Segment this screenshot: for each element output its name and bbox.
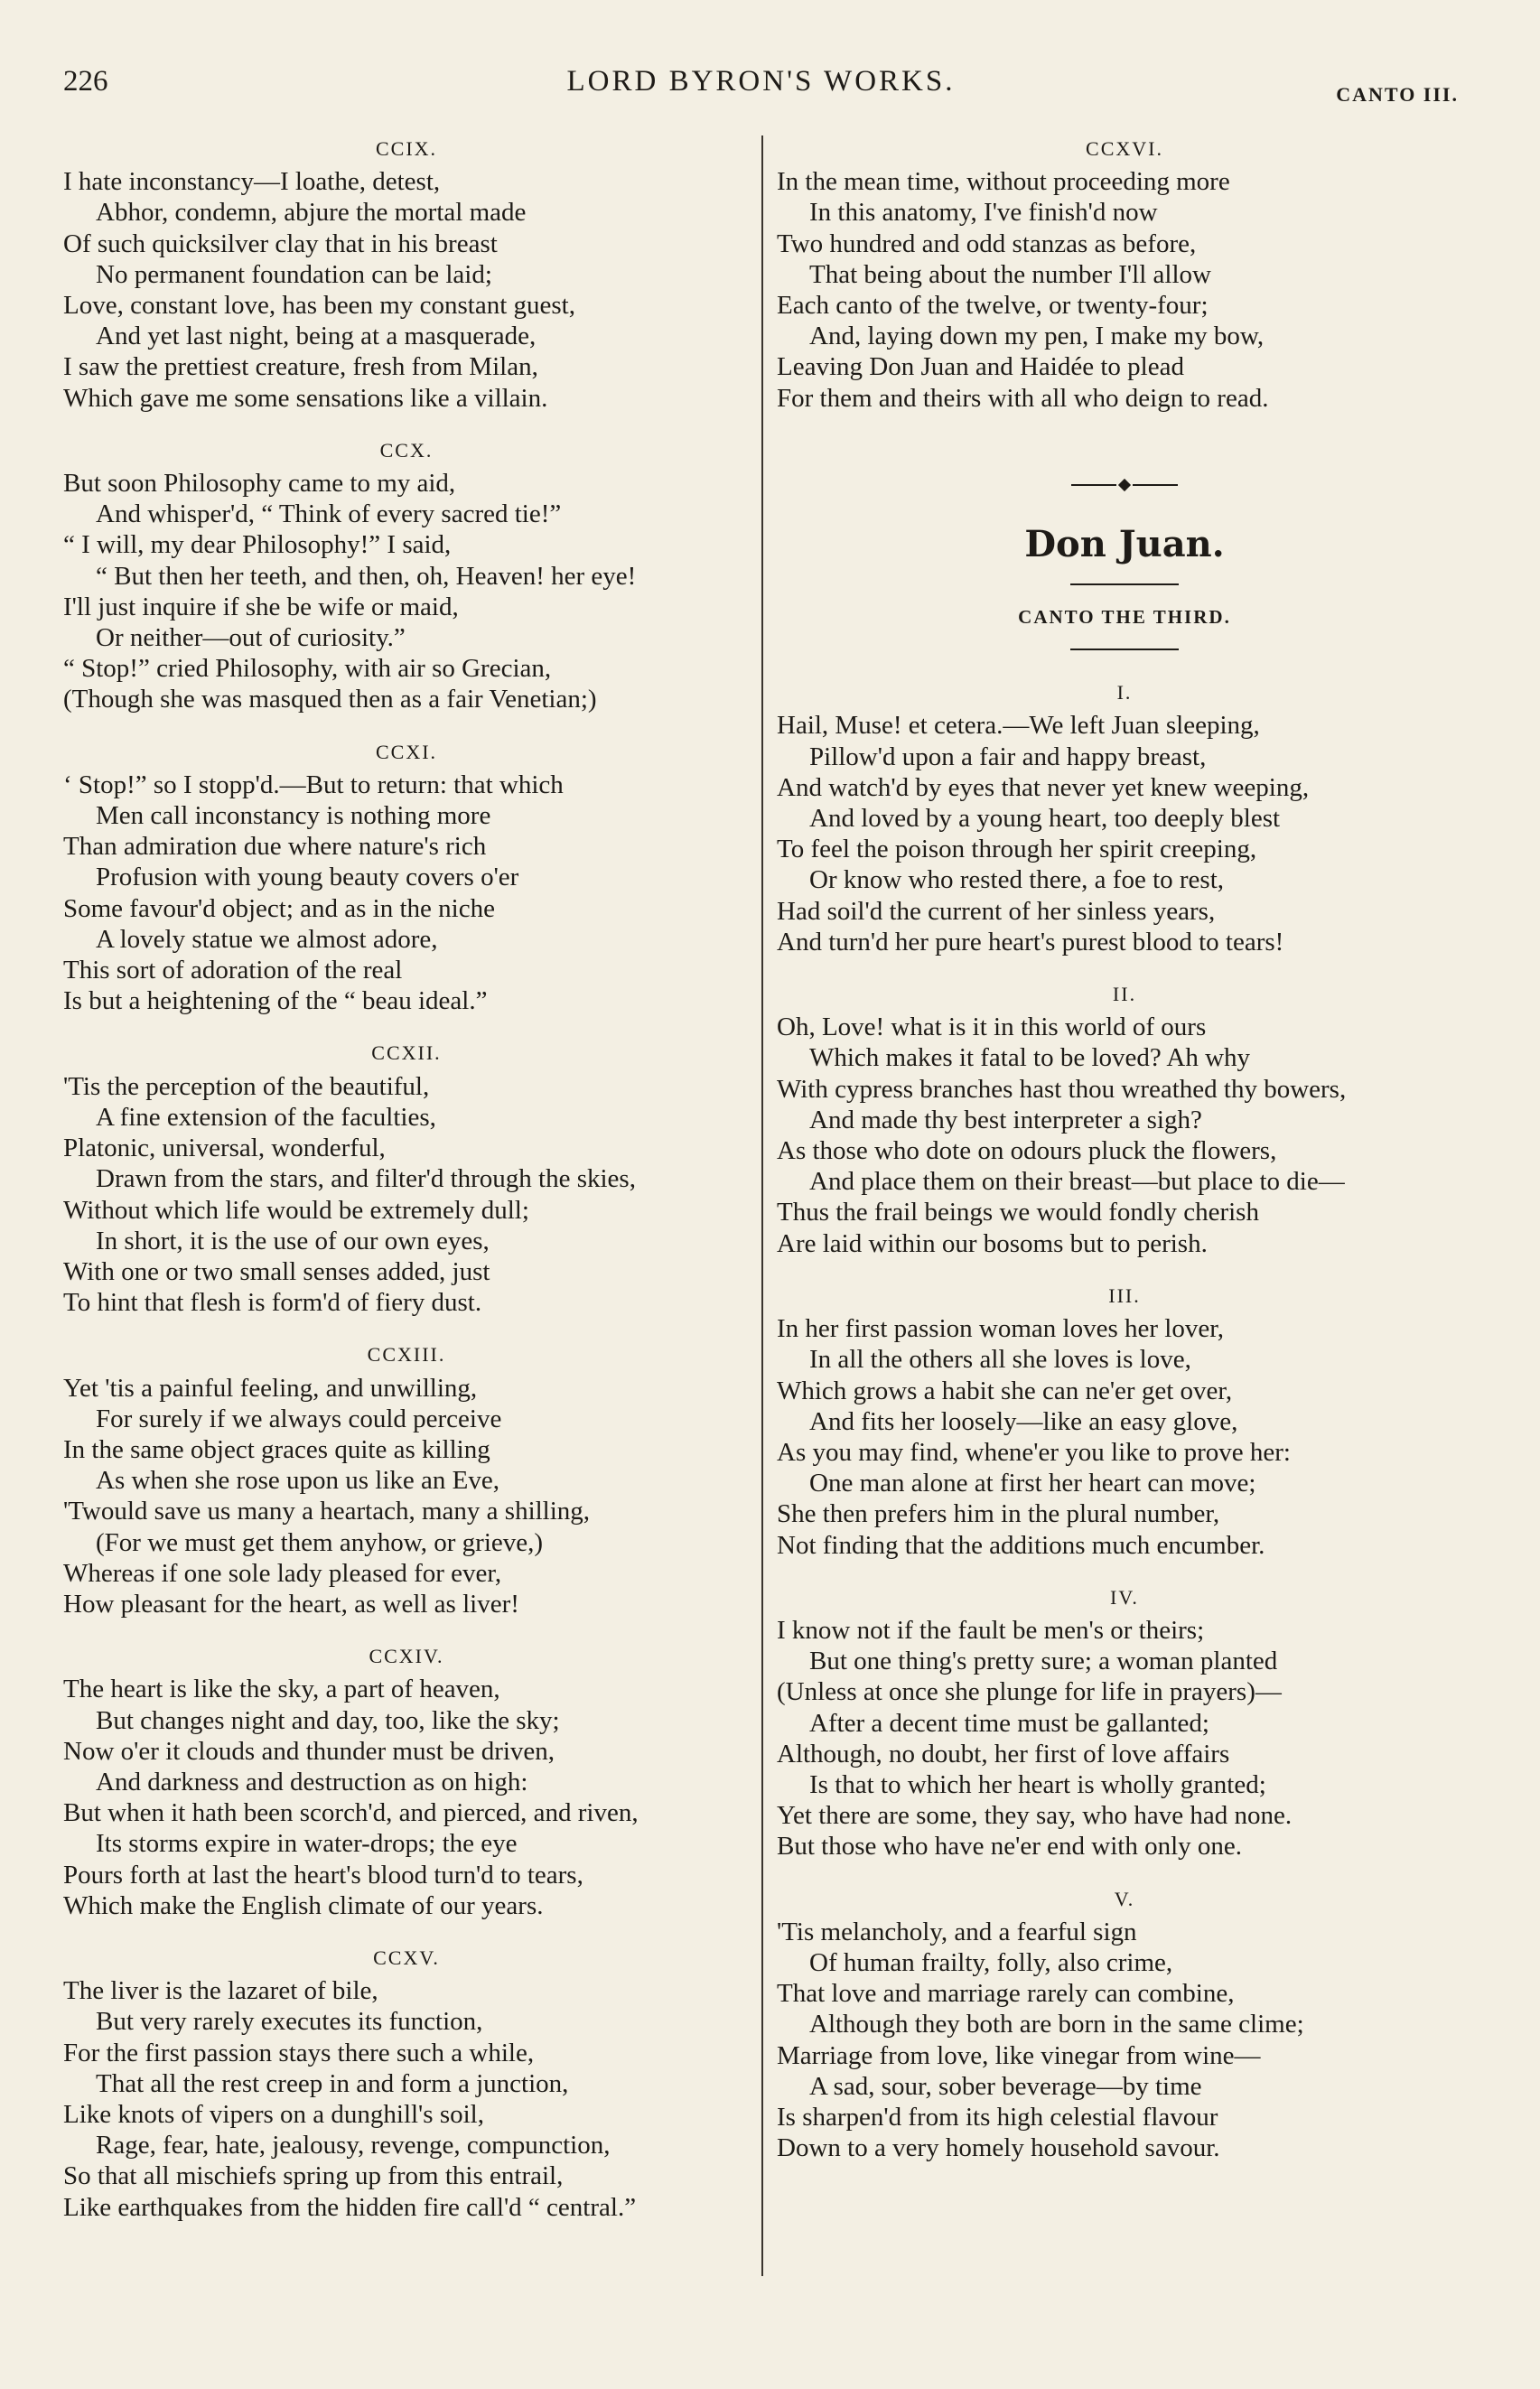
verse-line: And whisper'd, “ Think of every sacred tie!” <box>96 499 562 529</box>
verse-line: (For we must get them anyhow, or grieve,) <box>96 1527 544 1557</box>
stanza-number: CCXIII. <box>367 1343 446 1367</box>
verse-line: And darkness and destruction as on high: <box>96 1767 528 1796</box>
verse-line: Profusion with young beauty covers o'er <box>96 863 519 892</box>
left-column <box>63 134 750 2244</box>
verse-line: With cypress branches hast thou wreathed thy bowers, <box>777 1074 1347 1104</box>
verse-line: Marriage from love, like vinegar from wine— <box>777 2040 1261 2070</box>
stanza-number: CCXV. <box>373 1946 440 1969</box>
verse-line: And loved by a young heart, too deeply blest <box>809 804 1281 834</box>
verse-line: That all the rest creep in and form a junction, <box>96 2068 569 2098</box>
verse-line: In all the others all she loves is love, <box>809 1345 1191 1375</box>
stanza-number: CCXIV. <box>369 1645 444 1668</box>
verse-line: Yet there are some, they say, who have had none. <box>777 1801 1293 1831</box>
stanza-number: CCX. <box>379 438 434 462</box>
verse-line: Pillow'd upon a fair and happy breast, <box>809 742 1207 771</box>
verse-line: And place them on their breast—but place to die— <box>809 1167 1345 1197</box>
stanza-number: I. <box>1116 681 1133 705</box>
verse-line: Although they both are born in the same clime; <box>809 2010 1304 2039</box>
verse-line: And turn'd her pure heart's purest blood to tears! <box>777 927 1284 957</box>
verse-line: Pours forth at last the heart's blood turn'd to tears, <box>63 1860 583 1890</box>
verse-line: Although, no doubt, her first of love affairs <box>777 1739 1230 1768</box>
verse-line: 'Tis the perception of the beautiful, <box>63 1071 430 1101</box>
verse-line: Thus the frail beings we would fondly cherish <box>777 1198 1259 1227</box>
verse-line: Some favour'd object; and as in the niche <box>63 893 495 923</box>
verse-line: Which grows a habit she can ne'er get over, <box>777 1376 1233 1405</box>
stanza <box>63 737 750 1017</box>
stanza-number: CCXVI. <box>1086 137 1163 160</box>
verse-line: 'Tis melancholy, and a fearful sign <box>777 1917 1137 1946</box>
running-title: LORD BYRON'S WORKS. <box>566 65 956 98</box>
verse-line: But one thing's pretty sure; a woman planted <box>809 1647 1278 1676</box>
verse-line: This sort of adoration of the real <box>63 956 403 985</box>
verse-line: Not finding that the additions much encumber. <box>777 1530 1265 1560</box>
page-header <box>63 65 1459 110</box>
verse-line: Yet 'tis a painful feeling, and unwilling, <box>63 1373 478 1403</box>
verse-line: Which make the English climate of our years. <box>63 1890 544 1920</box>
stanza <box>777 979 1472 1259</box>
verse-line: Are laid within our bosoms but to perish. <box>777 1228 1208 1258</box>
verse-line: I hate inconstancy—I loathe, detest, <box>63 167 441 197</box>
verse-line: But changes night and day, too, like the sky; <box>96 1705 560 1735</box>
verse-line: Rage, fear, hate, jealousy, revenge, compunction, <box>96 2131 611 2160</box>
verse-line: Or neither—out of curiosity.” <box>96 623 406 653</box>
stanza <box>777 677 1472 957</box>
verse-line: In short, it is the use of our own eyes, <box>96 1226 490 1255</box>
verse-line: As you may find, whene'er you like to prove her: <box>777 1437 1291 1467</box>
verse-line: But when it hath been scorch'd, and pierced, and riven, <box>63 1798 639 1828</box>
stanza-number: CCXI. <box>375 740 438 763</box>
verse-line: “ Stop!” cried Philosophy, with air so Grecian, <box>63 654 552 684</box>
rule-below-subtitle <box>1070 649 1179 650</box>
stanza-number: CCXII. <box>371 1041 442 1065</box>
verse-line: Now o'er it clouds and thunder must be driven, <box>63 1736 555 1766</box>
verse-line: A fine extension of the faculties, <box>96 1102 436 1132</box>
section-subtitle: CANTO THE THIRD. <box>1018 606 1231 629</box>
verse-line: The heart is like the sky, a part of heaven, <box>63 1675 500 1704</box>
verse-line: Oh, Love! what is it in this world of ours <box>777 1013 1207 1042</box>
column-divider <box>761 135 763 2276</box>
verse-line: Love, constant love, has been my constant guest, <box>63 291 575 321</box>
rule-above-subtitle <box>1070 583 1179 585</box>
verse-line: No permanent foundation can be laid; <box>96 259 492 289</box>
verse-line: Platonic, universal, wonderful, <box>63 1134 386 1163</box>
section-title: Don Juan. <box>1024 522 1225 565</box>
verse-line: Which gave me some sensations like a villain. <box>63 383 548 413</box>
verse-line: To feel the poison through her spirit creeping, <box>777 835 1257 864</box>
verse-line: Each canto of the twelve, or twenty-four; <box>777 291 1209 321</box>
verse-line: “ I will, my dear Philosophy!” I said, <box>63 530 452 560</box>
right-column <box>777 134 1472 2185</box>
verse-line: In her first passion woman loves her lover, <box>777 1314 1224 1344</box>
verse-line: I know not if the fault be men's or theirs; <box>777 1615 1205 1645</box>
verse-line: That being about the number I'll allow <box>809 259 1211 289</box>
verse-line: As those who dote on odours pluck the flowers, <box>777 1136 1277 1166</box>
stanza-number: III. <box>1108 1283 1141 1307</box>
verse-line: Than admiration due where nature's rich <box>63 832 487 862</box>
verse-line: Down to a very homely household savour. <box>777 2133 1220 2163</box>
verse-line: Which makes it fatal to be loved? Ah why <box>809 1043 1251 1073</box>
stanza-number: II. <box>1112 983 1137 1006</box>
verse-line: A sad, sour, sober beverage—by time <box>809 2071 1202 2101</box>
verse-line: One man alone at first her heart can move; <box>809 1469 1256 1498</box>
verse-line: For surely if we always could perceive <box>96 1404 502 1433</box>
stanza <box>63 134 750 414</box>
verse-line: For them and theirs with all who deign to read. <box>777 383 1269 413</box>
stanza-number: V. <box>1114 1887 1135 1910</box>
stanza <box>63 435 750 715</box>
verse-line: Of human frailty, folly, also crime, <box>809 1947 1173 1977</box>
verse-line: Is that to which her heart is wholly granted; <box>809 1769 1266 1799</box>
stanza <box>777 134 1472 414</box>
verse-line: And made thy best interpreter a sigh? <box>809 1105 1202 1134</box>
verse-line: Or know who rested there, a foe to rest, <box>809 865 1225 895</box>
stanza <box>63 1641 750 1921</box>
verse-line: And, laying down my pen, I make my bow, <box>809 322 1265 351</box>
stanza <box>63 1943 750 2223</box>
verse-line: (Unless at once she plunge for life in prayers)— <box>777 1677 1282 1707</box>
stanza-number: IV. <box>1110 1585 1139 1609</box>
verse-line: Men call inconstancy is nothing more <box>96 801 491 831</box>
stanza-number: CCIX. <box>375 137 438 160</box>
verse-line: Leaving Don Juan and Haidée to plead <box>777 352 1184 382</box>
verse-line: Two hundred and odd stanzas as before, <box>777 229 1197 258</box>
stanza <box>63 1339 750 1619</box>
verse-line: She then prefers him in the plural number, <box>777 1499 1220 1529</box>
page-number: 226 <box>63 65 108 98</box>
verse-line: But soon Philosophy came to my aid, <box>63 469 456 499</box>
stanza <box>777 1884 1472 2164</box>
stanza <box>63 1038 750 1318</box>
verse-line: So that all mischiefs spring up from this entrail, <box>63 2161 564 2191</box>
verse-line: Had soil'd the current of her sinless years, <box>777 896 1216 926</box>
verse-line: A lovely statue we almost adore, <box>96 924 438 954</box>
verse-line: But those who have ne'er end with only one. <box>777 1832 1243 1862</box>
verse-line: In the same object graces quite as killing <box>63 1434 490 1464</box>
verse-line: (Though she was masqued then as a fair Venetian;) <box>63 685 597 714</box>
verse-line: Like earthquakes from the hidden fire call'd “ central.” <box>63 2192 637 2222</box>
verse-line: With one or two small senses added, just <box>63 1256 490 1286</box>
verse-line: Drawn from the stars, and filter'd through the skies, <box>96 1164 636 1194</box>
verse-line: That love and marriage rarely can combine, <box>777 1979 1235 2009</box>
verse-line: As when she rose upon us like an Eve, <box>96 1466 499 1496</box>
verse-line: Is sharpen'd from its high celestial flavour <box>777 2102 1218 2132</box>
ornament-divider <box>777 481 1472 490</box>
verse-line: I'll just inquire if she be wife or maid, <box>63 592 459 621</box>
verse-line: To hint that flesh is form'd of fiery dust. <box>63 1288 482 1318</box>
verse-line: “ But then her teeth, and then, oh, Heaven! her eye! <box>96 561 637 591</box>
stanza <box>777 1281 1472 1561</box>
verse-line: Of such quicksilver clay that in his breast <box>63 229 498 258</box>
verse-line: ‘ Stop!” so I stopp'd.—But to return: that which <box>63 770 564 799</box>
verse-line: And fits her loosely—like an easy glove, <box>809 1406 1238 1436</box>
verse-line: Without which life would be extremely dull; <box>63 1195 529 1225</box>
verse-line: But very rarely executes its function, <box>96 2007 483 2037</box>
verse-line: I saw the prettiest creature, fresh from Milan, <box>63 352 538 382</box>
verse-line: How pleasant for the heart, as well as liver! <box>63 1589 519 1619</box>
verse-line: The liver is the lazaret of bile, <box>63 1976 378 2006</box>
verse-line: For the first passion stays there such a while, <box>63 2038 535 2067</box>
stanza <box>777 1582 1472 1862</box>
verse-line: Whereas if one sole lady pleased for ever, <box>63 1558 502 1588</box>
verse-line: And yet last night, being at a masquerade, <box>96 322 537 351</box>
verse-line: And watch'd by eyes that never yet knew weeping, <box>777 772 1310 802</box>
verse-line: Its storms expire in water-drops; the eye <box>96 1829 518 1859</box>
verse-line: 'Twould save us many a heartach, many a shilling, <box>63 1497 591 1526</box>
canto-label: CANTO III. <box>1336 83 1459 106</box>
verse-line: In the mean time, without proceeding more <box>777 167 1230 197</box>
verse-line: Abhor, condemn, abjure the mortal made <box>96 198 527 228</box>
verse-line: After a decent time must be gallanted; <box>809 1708 1209 1738</box>
verse-line: Hail, Muse! et cetera.—We left Juan sleeping, <box>777 711 1260 741</box>
verse-line: Is but a heightening of the “ beau ideal.” <box>63 986 488 1016</box>
verse-line: Like knots of vipers on a dunghill's soil, <box>63 2099 484 2129</box>
verse-line: In this anatomy, I've finish'd now <box>809 198 1158 228</box>
